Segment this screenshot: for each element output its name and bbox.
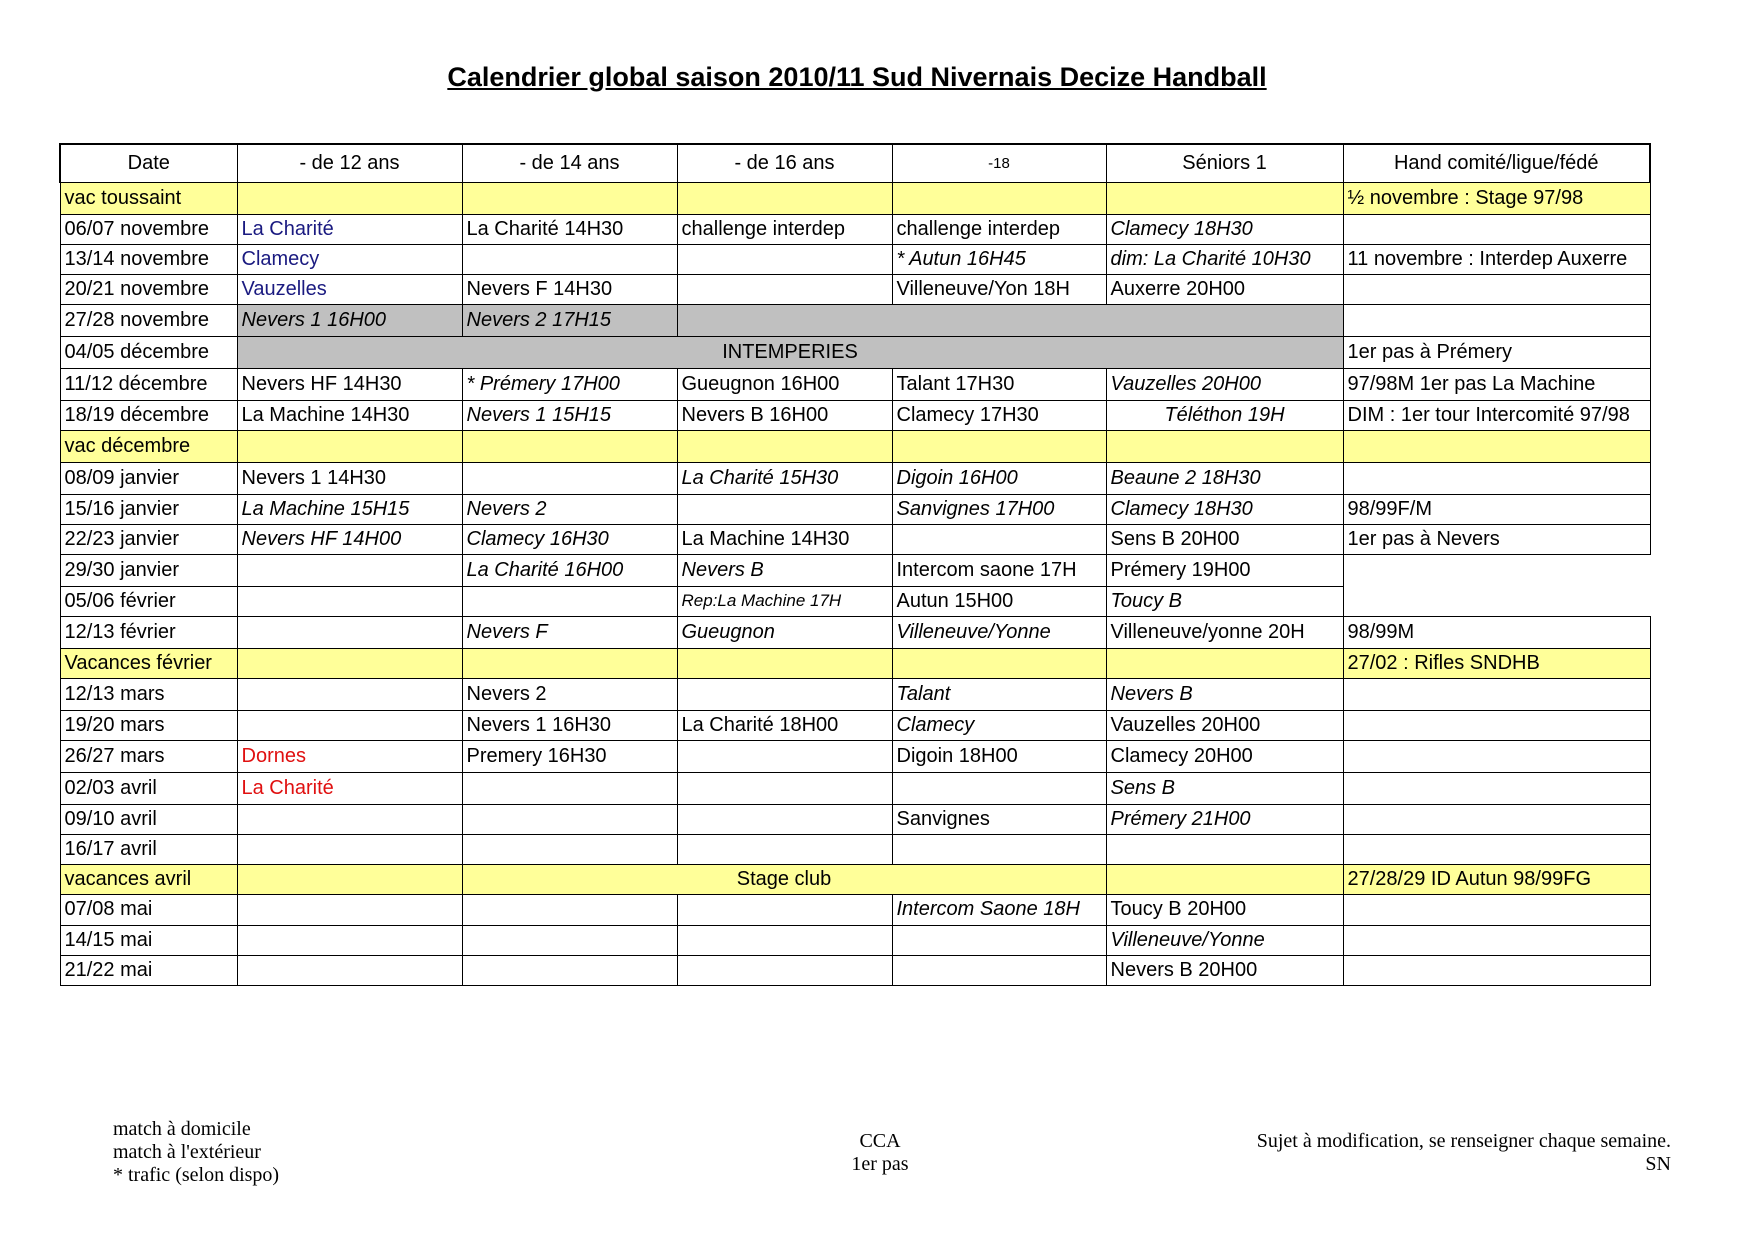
empty-cell <box>677 925 892 955</box>
u16-cell: Gueugnon <box>677 616 892 648</box>
seniors-cell: Prémery 21H00 <box>1106 804 1343 834</box>
u18-cell: Autun 15H00 <box>892 586 1106 616</box>
empty-cell <box>1343 554 1650 586</box>
date-cell: 15/16 janvier <box>60 494 237 524</box>
empty-cell <box>1343 772 1650 804</box>
empty-cell <box>677 430 892 462</box>
date-cell: 14/15 mai <box>60 925 237 955</box>
empty-cell <box>237 586 462 616</box>
empty-cell <box>677 274 892 304</box>
u16-cell: La Charité 18H00 <box>677 710 892 740</box>
u14-cell: Nevers F 14H30 <box>462 274 677 304</box>
date-cell: 16/17 avril <box>60 834 237 864</box>
u14-cell: Nevers 2 <box>462 494 677 524</box>
date-cell: 08/09 janvier <box>60 462 237 494</box>
hand-cell: 27/28/29 ID Autun 98/99FG <box>1343 864 1650 894</box>
empty-cell <box>677 648 892 678</box>
seniors-cell: Clamecy 20H00 <box>1106 740 1343 772</box>
empty-cell <box>237 648 462 678</box>
empty-cell <box>237 710 462 740</box>
u18-cell: Talant <box>892 678 1106 710</box>
date-cell: vac toussaint <box>60 182 237 214</box>
empty-cell <box>237 834 462 864</box>
legend-abbreviations <box>800 1130 960 1176</box>
table-row <box>60 336 1650 368</box>
date-cell: 04/05 décembre <box>60 336 237 368</box>
empty-cell <box>677 834 892 864</box>
u12-cell: Nevers 1 14H30 <box>237 462 462 494</box>
u18-cell: Intercom Saone 18H <box>892 894 1106 925</box>
table-row <box>60 430 1650 462</box>
header-hand-committee: Hand comité/ligue/fédé <box>1343 144 1650 182</box>
empty-cell <box>892 772 1106 804</box>
seniors-cell: Nevers B <box>1106 678 1343 710</box>
seniors-cell: Villeneuve/Yonne <box>1106 925 1343 955</box>
table-row <box>60 586 1650 616</box>
empty-cell <box>1106 864 1343 894</box>
date-cell: 26/27 mars <box>60 740 237 772</box>
legend-notice <box>1257 1130 1671 1176</box>
table-row <box>60 304 1650 336</box>
empty-cell <box>237 864 462 894</box>
header-row <box>60 144 1650 182</box>
empty-cell <box>462 244 677 274</box>
date-cell: 22/23 janvier <box>60 524 237 554</box>
empty-cell <box>1343 430 1650 462</box>
u16-cell: Rep:La Machine 17H <box>677 586 892 616</box>
seniors-cell: Clamecy 18H30 <box>1106 494 1343 524</box>
u14-cell: Premery 16H30 <box>462 740 677 772</box>
empty-cell <box>237 804 462 834</box>
table-row <box>60 524 1650 554</box>
cancelled-cell <box>677 304 1343 336</box>
empty-cell <box>677 244 892 274</box>
table-row <box>60 772 1650 804</box>
u14-cell: Nevers 1 16H30 <box>462 710 677 740</box>
u16-cell: Gueugnon 16H00 <box>677 368 892 400</box>
empty-cell <box>462 772 677 804</box>
seniors-cell: Villeneuve/yonne 20H <box>1106 616 1343 648</box>
seniors-cell: Beaune 2 18H30 <box>1106 462 1343 494</box>
date-cell: 12/13 mars <box>60 678 237 710</box>
seniors-cell: Sens B 20H00 <box>1106 524 1343 554</box>
empty-cell <box>237 554 462 586</box>
date-cell: 18/19 décembre <box>60 400 237 430</box>
table-row <box>60 214 1650 244</box>
empty-cell <box>1343 462 1650 494</box>
u14-cell: La Charité 16H00 <box>462 554 677 586</box>
u18-cell: Sanvignes 17H00 <box>892 494 1106 524</box>
hand-cell: 98/99M <box>1343 616 1650 648</box>
empty-cell <box>1343 710 1650 740</box>
u16-cell: La Machine 14H30 <box>677 524 892 554</box>
u16-cell: Nevers B <box>677 554 892 586</box>
date-cell: 07/08 mai <box>60 894 237 925</box>
empty-cell <box>462 925 677 955</box>
table-row <box>60 678 1650 710</box>
date-cell: 05/06 février <box>60 586 237 616</box>
date-cell: 20/21 novembre <box>60 274 237 304</box>
empty-cell <box>892 925 1106 955</box>
empty-cell <box>237 925 462 955</box>
header-date: Date <box>60 144 237 182</box>
u18-cell: challenge interdep <box>892 214 1106 244</box>
table-row <box>60 274 1650 304</box>
notice-text: Sujet à modification, se renseigner chaque semaine. <box>1256 1130 1671 1152</box>
hand-cell: 27/02 : Rifles SNDHB <box>1343 648 1650 678</box>
empty-cell <box>1343 834 1650 864</box>
date-cell: 02/03 avril <box>60 772 237 804</box>
hand-cell: ½ novembre : Stage 97/98 <box>1343 182 1650 214</box>
empty-cell <box>237 616 462 648</box>
empty-cell <box>677 894 892 925</box>
u18-cell: Digoin 18H00 <box>892 740 1106 772</box>
u12-cell: Nevers HF 14H00 <box>237 524 462 554</box>
table-row <box>60 834 1650 864</box>
u12-cell: Nevers 1 16H00 <box>237 304 462 336</box>
hand-cell: 1er pas à Nevers <box>1343 524 1650 554</box>
table-row <box>60 955 1650 985</box>
table-row <box>60 740 1650 772</box>
hand-cell: 1er pas à Prémery <box>1343 336 1650 368</box>
hand-cell: 11 novembre : Interdep Auxerre <box>1343 244 1650 274</box>
empty-cell <box>892 955 1106 985</box>
table-row <box>60 710 1650 740</box>
empty-cell <box>677 772 892 804</box>
table-row <box>60 864 1650 894</box>
u14-cell: Clamecy 16H30 <box>462 524 677 554</box>
empty-cell <box>892 834 1106 864</box>
empty-cell <box>462 586 677 616</box>
u18-cell: Villeneuve/Yonne <box>892 616 1106 648</box>
date-cell: 12/13 février <box>60 616 237 648</box>
empty-cell <box>237 430 462 462</box>
header-under18: -18 <box>892 144 1106 182</box>
date-cell: Vacances février <box>60 648 237 678</box>
empty-cell <box>462 955 677 985</box>
u12-cell: La Charité <box>237 772 462 804</box>
seniors-cell: Prémery 19H00 <box>1106 554 1343 586</box>
date-cell: 11/12 décembre <box>60 368 237 400</box>
seniors-cell: Vauzelles 20H00 <box>1106 710 1343 740</box>
u12-cell: La Machine 15H15 <box>237 494 462 524</box>
empty-cell <box>1106 648 1343 678</box>
empty-cell <box>237 955 462 985</box>
empty-cell <box>462 834 677 864</box>
u12-cell: Nevers HF 14H30 <box>237 368 462 400</box>
u14-cell: * Prémery 17H00 <box>462 368 677 400</box>
u14-cell: Nevers 2 <box>462 678 677 710</box>
date-cell: 06/07 novembre <box>60 214 237 244</box>
table-row <box>60 368 1650 400</box>
empty-cell <box>892 182 1106 214</box>
seniors-cell: Auxerre 20H00 <box>1106 274 1343 304</box>
empty-cell <box>1343 894 1650 925</box>
legend-home: match à domicile <box>113 1118 251 1140</box>
header-seniors: Séniors 1 <box>1106 144 1343 182</box>
u14-cell: Nevers 1 15H15 <box>462 400 677 430</box>
u18-cell: Villeneuve/Yon 18H <box>892 274 1106 304</box>
u14-cell: La Charité 14H30 <box>462 214 677 244</box>
empty-cell <box>1343 804 1650 834</box>
table-row <box>60 244 1650 274</box>
seniors-cell: Nevers B 20H00 <box>1106 955 1343 985</box>
u18-cell: Intercom saone 17H <box>892 554 1106 586</box>
table-row <box>60 616 1650 648</box>
u16-cell: challenge interdep <box>677 214 892 244</box>
empty-cell <box>1343 274 1650 304</box>
seniors-cell: Toucy B 20H00 <box>1106 894 1343 925</box>
empty-cell <box>1343 740 1650 772</box>
table-row <box>60 804 1650 834</box>
empty-cell <box>677 678 892 710</box>
table-row <box>60 494 1650 524</box>
u18-cell: * Autun 16H45 <box>892 244 1106 274</box>
seniors-cell: Clamecy 18H30 <box>1106 214 1343 244</box>
u18-cell: Digoin 16H00 <box>892 462 1106 494</box>
date-cell: 19/20 mars <box>60 710 237 740</box>
table-row <box>60 925 1650 955</box>
empty-cell <box>1106 430 1343 462</box>
hand-cell: DIM : 1er tour Intercomité 97/98 <box>1343 400 1650 430</box>
u12-cell: La Machine 14H30 <box>237 400 462 430</box>
u18-cell: Clamecy <box>892 710 1106 740</box>
legend-traffic: * trafic (selon dispo) <box>113 1164 280 1186</box>
table-row <box>60 182 1650 214</box>
legend-away: match à l'extérieur <box>113 1141 261 1163</box>
author-initials: SN <box>1645 1153 1671 1175</box>
empty-cell <box>1343 586 1650 616</box>
header-under16: - de 16 ans <box>677 144 892 182</box>
page-title: Calendrier global saison 2010/11 Sud Nivernais Decize Handball <box>447 62 1267 92</box>
empty-cell <box>237 678 462 710</box>
empty-cell <box>1343 304 1650 336</box>
bad-weather-cell: INTEMPERIES <box>237 336 1343 368</box>
stage-club-cell: Stage club <box>462 864 1106 894</box>
empty-cell <box>677 740 892 772</box>
empty-cell <box>1343 955 1650 985</box>
legend-cca: CCA <box>859 1130 901 1152</box>
header-under14: - de 14 ans <box>462 144 677 182</box>
empty-cell <box>677 494 892 524</box>
date-cell: 09/10 avril <box>60 804 237 834</box>
u12-cell: La Charité <box>237 214 462 244</box>
hand-cell: 98/99F/M <box>1343 494 1650 524</box>
seniors-cell: Toucy B <box>1106 586 1343 616</box>
empty-cell <box>462 648 677 678</box>
empty-cell <box>1343 678 1650 710</box>
table-row <box>60 648 1650 678</box>
empty-cell <box>677 182 892 214</box>
u18-cell: Talant 17H30 <box>892 368 1106 400</box>
table-row <box>60 554 1650 586</box>
date-cell: 21/22 mai <box>60 955 237 985</box>
u12-cell: Clamecy <box>237 244 462 274</box>
empty-cell <box>462 894 677 925</box>
empty-cell <box>892 648 1106 678</box>
u16-cell: Nevers B 16H00 <box>677 400 892 430</box>
empty-cell <box>677 955 892 985</box>
empty-cell <box>462 430 677 462</box>
date-cell: vac décembre <box>60 430 237 462</box>
hand-cell: 97/98M 1er pas La Machine <box>1343 368 1650 400</box>
calendar-table <box>59 143 1651 986</box>
seniors-cell: Téléthon 19H <box>1106 400 1343 430</box>
empty-cell <box>462 804 677 834</box>
seniors-cell: Sens B <box>1106 772 1343 804</box>
seniors-cell: dim: La Charité 10H30 <box>1106 244 1343 274</box>
header-under12: - de 12 ans <box>237 144 462 182</box>
u12-cell: Dornes <box>237 740 462 772</box>
u16-cell: La Charité 15H30 <box>677 462 892 494</box>
u14-cell: Nevers F <box>462 616 677 648</box>
table-row <box>60 894 1650 925</box>
u18-cell: Sanvignes <box>892 804 1106 834</box>
empty-cell <box>1106 834 1343 864</box>
empty-cell <box>892 524 1106 554</box>
table-row <box>60 400 1650 430</box>
table-row <box>60 462 1650 494</box>
empty-cell <box>1106 182 1343 214</box>
u14-cell: Nevers 2 17H15 <box>462 304 677 336</box>
empty-cell <box>462 462 677 494</box>
u18-cell: Clamecy 17H30 <box>892 400 1106 430</box>
date-cell: 13/14 novembre <box>60 244 237 274</box>
empty-cell <box>892 430 1106 462</box>
u12-cell: Vauzelles <box>237 274 462 304</box>
seniors-cell: Vauzelles 20H00 <box>1106 368 1343 400</box>
empty-cell <box>1343 214 1650 244</box>
empty-cell <box>677 804 892 834</box>
date-cell: 29/30 janvier <box>60 554 237 586</box>
legend-first-steps: 1er pas <box>851 1153 909 1175</box>
empty-cell <box>237 182 462 214</box>
date-cell: 27/28 novembre <box>60 304 237 336</box>
empty-cell <box>237 894 462 925</box>
legend-match-types <box>113 1118 279 1187</box>
date-cell: vacances avril <box>60 864 237 894</box>
empty-cell <box>1343 925 1650 955</box>
empty-cell <box>462 182 677 214</box>
